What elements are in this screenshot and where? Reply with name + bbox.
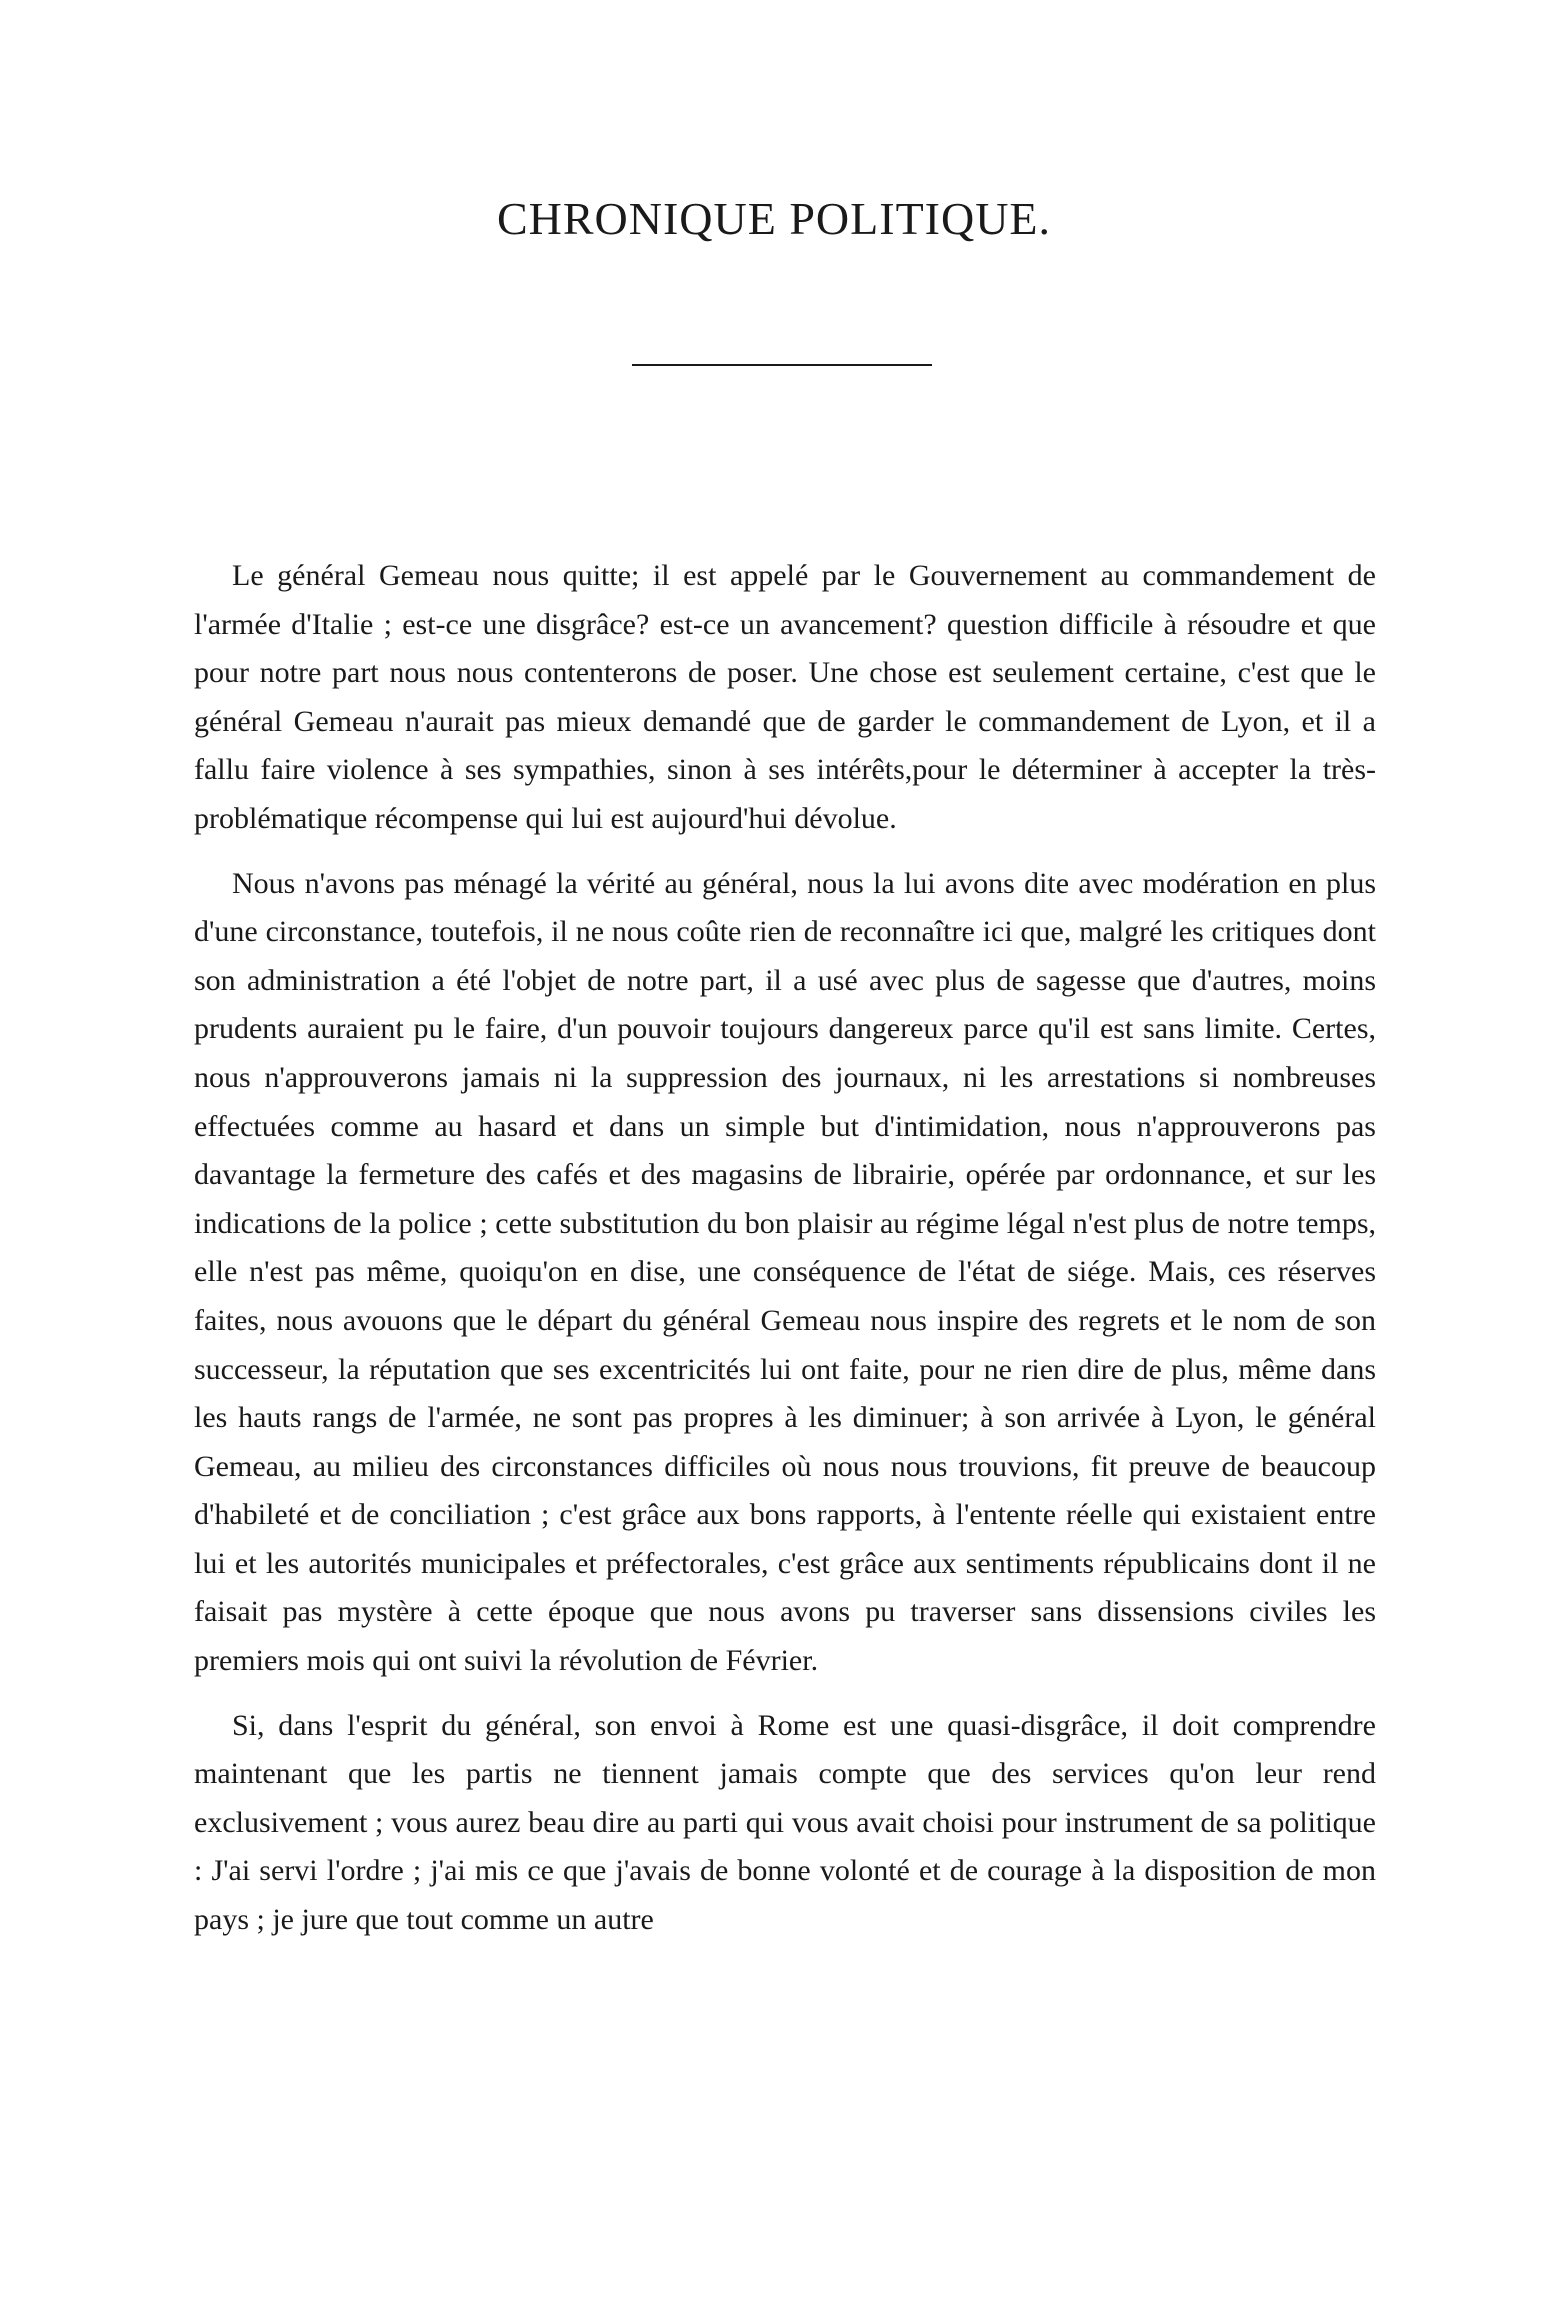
article-body xyxy=(194,552,1376,1961)
paragraph-3: Si, dans l'esprit du général, son envoi à Rome est une quasi-disgrâce, il doit comprendre maintenant que les partis ne tiennent jamais compte que des services qu'on leur rend exclusivement ; vous aurez beau dire au parti qui vous avait choisi pour instrument de sa politique : J'ai servi l'ordre ; j'ai mis ce que j'avais de bonne volonté et de courage à la disposition de mon pays ; je jure que tout comme un autre xyxy=(194,1708,1376,1937)
title-divider xyxy=(632,364,932,366)
paragraph-1: Le général Gemeau nous quitte; il est appelé par le Gouvernement au commandement de l'armée d'Italie ; est-ce une disgrâce? est-ce un avancement? question difficile à résoudre et que pour notre part nous nous contenterons de poser. Une chose est seulement certaine, c'est que le général Gemeau n'aurait pas mieux demandé que de garder le commandement de Lyon, et il a fallu faire violence à ses sympathies, sinon à ses intérêts,pour le déterminer à accepter la très-problématique récompense qui lui est aujourd'hui dévolue. xyxy=(194,559,1376,835)
paragraph-2: Nous n'avons pas ménagé la vérité au général, nous la lui avons dite avec modération en plus d'une circonstance, toutefois, il ne nous coûte rien de reconnaître ici que, malgré les critiques dont son administration a été l'objet de notre part, il a usé avec plus de sagesse que d'autres, moins prudents auraient pu le faire, d'un pouvoir toujours dangereux parce qu'il est sans limite. Certes, nous n'approuverons jamais ni la suppression des journaux, ni les arrestations si nombreuses effectuées comme au hasard et dans un simple but d'intimidation, nous n'approuverons pas davantage la fermeture des cafés et des magasins de librairie, opérée par ordonnance, et sur les indications de la police ; cette substitution du bon plaisir au régime légal n'est plus de notre temps, elle n'est pas même, quoiqu'on en dise, une conséquence de l'état de siége. Mais, ces réserves faites, nous avouons que le départ du général Gemeau nous inspire des regrets et le nom de son successeur, la réputation que ses excentricités lui ont faite, pour ne rien dire de plus, même dans les hauts rangs de l'armée, ne sont pas propres à les diminuer; à son arrivée à Lyon, le général Gemeau, au milieu des circonstances difficiles où nous nous trouvions, fit preuve de beaucoup d'habileté et de conciliation ; c'est grâce aux bons rapports, à l'entente réelle qui existaient entre lui et les autorités municipales et préfectorales, c'est grâce aux sentiments républicains dont il ne faisait pas mystère à cette époque que nous avons pu traverser sans dissensions civiles les premiers mois qui ont suivi la révolution de Février. xyxy=(194,866,1376,1678)
page-title: CHRONIQUE POLITIQUE. xyxy=(496,193,1052,244)
